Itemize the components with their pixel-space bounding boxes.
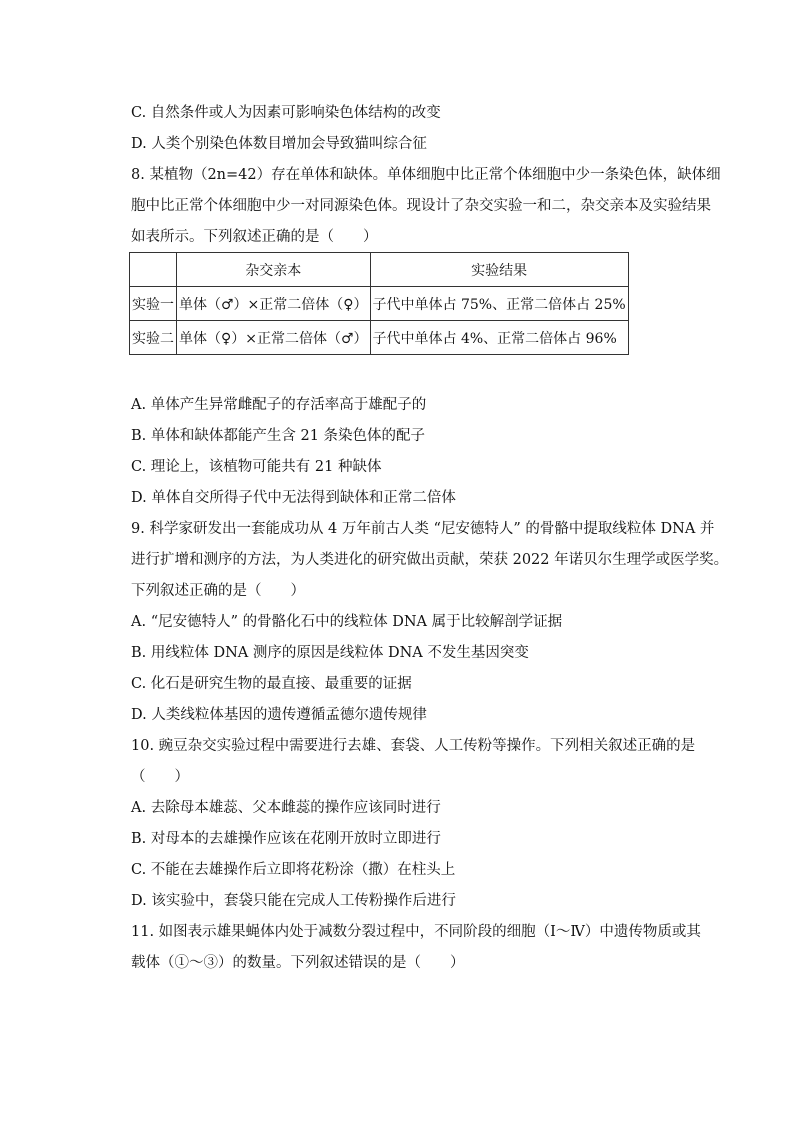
q9-stem-line-3: 下列叙述正确的是（ ）	[131, 583, 305, 599]
table-cell: 子代中单体占 4%、正常二倍体占 96%	[370, 321, 628, 355]
table-cell: 单体（♀）×正常二倍体（♂）	[177, 321, 371, 355]
q8-stem-line-2: 胞中比正常个体细胞中少一对同源染色体。现设计了杂交实验一和二，杂交亲本及实验结果	[131, 198, 711, 214]
q8-stem-line-3: 如表所示。下列叙述正确的是（ ）	[131, 229, 378, 245]
table-cell: 实验二	[130, 321, 177, 355]
q8-option-d: D. 单体自交所得子代中无法得到缺体和正常二倍体	[131, 490, 456, 506]
q11-stem-line-1: 11. 如图表示雄果蝇体内处于减数分裂过程中，不同阶段的细胞（Ⅰ～Ⅳ）中遗传物质或其	[131, 924, 701, 940]
q10-stem-line-2: （ ）	[131, 769, 189, 785]
table-cell: 实验一	[130, 287, 177, 321]
table-header-cell	[130, 253, 177, 287]
q9-stem-line-1: 9. 科学家研发出一套能成功从 4 万年前古人类 “尼安德特人” 的骨骼中提取线粒体 DNA 并	[131, 521, 715, 537]
table-header-cell: 杂交亲本	[177, 253, 371, 287]
q10-option-c: C. 不能在去雄操作后立即将花粉涂（撒）在柱头上	[131, 862, 456, 878]
q9-option-a: A. “尼安德特人” 的骨骼化石中的线粒体 DNA 属于比较解剖学证据	[131, 614, 563, 630]
q8-option-c: C. 理论上，该植物可能共有 21 种缺体	[131, 459, 382, 475]
q7-option-d: D. 人类个别染色体数目增加会导致猫叫综合征	[131, 136, 427, 152]
q8-option-a: A. 单体产生异常雌配子的存活率高于雄配子的	[131, 397, 427, 413]
table-cell: 子代中单体占 75%、正常二倍体占 25%	[370, 287, 628, 321]
q7-option-c: C. 自然条件或人为因素可影响染色体结构的改变	[131, 105, 441, 121]
q8-cross-table	[129, 252, 629, 355]
table-header-cell: 实验结果	[370, 253, 628, 287]
q9-option-c: C. 化石是研究生物的最直接、最重要的证据	[131, 676, 412, 692]
table-row	[130, 321, 629, 355]
q10-stem-line-1: 10. 豌豆杂交实验过程中需要进行去雄、套袋、人工传粉等操作。下列相关叙述正确的是	[131, 738, 696, 754]
q10-option-a: A. 去除母本雄蕊、父本雌蕊的操作应该同时进行	[131, 800, 441, 816]
table-cell: 单体（♂）×正常二倍体（♀）	[177, 287, 371, 321]
q9-option-b: B. 用线粒体 DNA 测序的原因是线粒体 DNA 不发生基因突变	[131, 645, 529, 661]
q10-option-b: B. 对母本的去雄操作应该在花刚开放时立即进行	[131, 831, 441, 847]
q10-option-d: D. 该实验中，套袋只能在完成人工传粉操作后进行	[131, 893, 456, 909]
q9-option-d: D. 人类线粒体基因的遗传遵循孟德尔遗传规律	[131, 707, 427, 723]
table-row	[130, 287, 629, 321]
q9-stem-line-2: 进行扩增和测序的方法，为人类进化的研究做出贡献，荣获 2022 年诺贝尔生理学或医学奖。	[131, 552, 729, 568]
q11-stem-line-2: 载体（①～③）的数量。下列叙述错误的是（ ）	[131, 955, 465, 971]
q8-option-b: B. 单体和缺体都能产生含 21 条染色体的配子	[131, 428, 426, 444]
table-header-row	[130, 253, 629, 287]
q8-stem-line-1: 8. 某植物（2n=42）存在单体和缺体。单体细胞中比正常个体细胞中少一条染色体，缺体细	[131, 167, 721, 183]
